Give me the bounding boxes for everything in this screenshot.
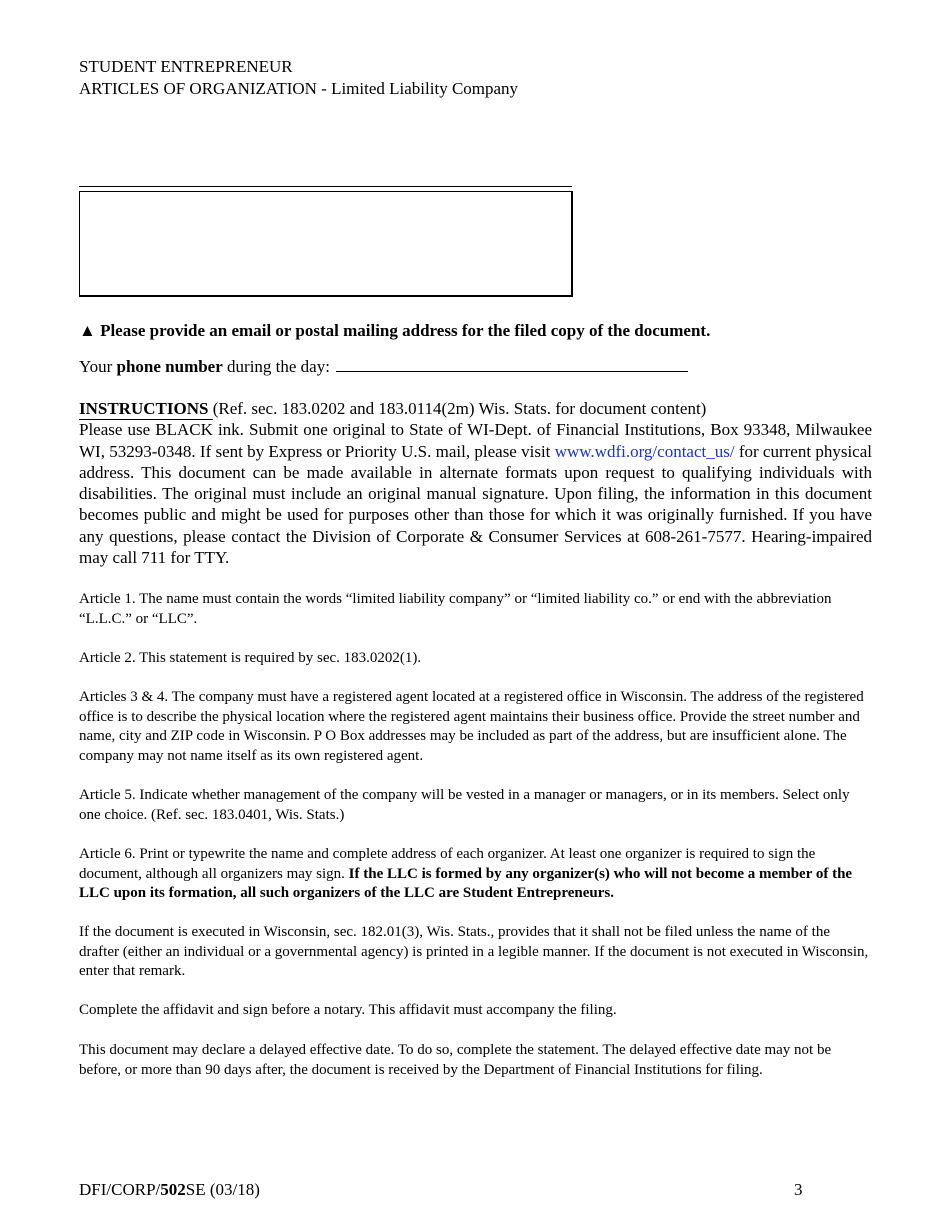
article-6-bold: If the LLC is formed by any organizer(s) who will not become a member of the LLC upon its formation, all such organizers of the LLC are Student Entrepreneurs. [79,865,853,901]
instructions-title: INSTRUCTIONS [79,399,209,418]
mailing-address-box[interactable] [79,191,573,297]
page-number: 3 [794,1180,803,1199]
article-6-plain: Article 6. Print or typewrite the name and complete address of each organizer. At least one organizer is required to sign the document, although all organizers may sign. [79,846,816,882]
instructions-ref: (Ref. sec. 183.0202 and 183.0114(2m) Wis. Stats. for document content) [208,399,707,418]
phone-number-row [79,356,688,378]
article-2-instructions: Article 2. This statement is required by sec. 183.0202(1). [79,650,422,666]
address-box-rule [79,186,572,187]
phone-number-field[interactable] [336,357,688,372]
contact-us-link[interactable]: www.wdfi.org/contact_us/ [554,441,735,461]
black-ink-note: Please use BLACK [79,420,213,440]
article-6-instructions [79,845,872,904]
article-1-instructions: Article 1. The name must contain the words “limited liability company” or “limited liability co.” or end with the abbreviation “L.L.C.” or “LLC”. [79,591,832,627]
form-number-prefix: DFI/CORP/ [79,1180,161,1199]
article-3-4-instructions: Articles 3 & 4. The company must have a registered agent located at a registered office in Wisconsin. The address of the registered office is to describe the physical location where the registered agent maintains their business office. Provide the street number and name, city and ZIP code in Wisconsin. P O Box addresses may be included as part of the address, but are insufficient alone. The company may not name itself as its own registered agent. [79,689,864,764]
header-line-2: ARTICLES OF ORGANIZATION - Limited Liability Company [79,79,519,98]
instructions-block [79,398,872,568]
document-header [79,56,518,100]
affidavit-instructions: Complete the affidavit and sign before a notary. This affidavit must accompany the filing. [79,1002,617,1018]
article-5-instructions: Article 5. Indicate whether management of the company will be vested in a manager or managers, or in its members. Select only one choice. (Ref. sec. 183.0401, Wis. Stats.) [79,787,850,823]
drafter-instructions: If the document is executed in Wisconsin, sec. 182.01(3), Wis. Stats., provides that it shall not be filed unless the name of the drafter (either an individual or a governmental agency) is printed in a legible manner. If the document is not executed in Wisconsin, enter that remark. [79,924,869,979]
instructions-text-2: for current physical address. This document can be made available in alternate formats upon request to qualifying individuals with disabilities. The original must include an original manual signature. Upon filing, the information in this document becomes public and might be used for purposes other than those for which it was originally furnished. If you have any questions, please contact the Division of Corporate & Consumer Services at 608-261-7577. Hearing-impaired may call 711 for TTY. [79,441,872,568]
form-number-suffix: SE (03/18) [185,1180,260,1199]
mailing-address-notice: ▲ Please provide an email or postal mailing address for the filed copy of the document. [79,321,711,340]
phone-label-bold: phone number [116,357,223,376]
delayed-date-instructions: This document may declare a delayed effective date. To do so, complete the statement. The delayed effective date may not be before, or more than 90 days after, the document is received by the Department of Financial Institutions for filing. [79,1042,832,1078]
header-line-1: STUDENT ENTREPRENEUR [79,57,293,76]
phone-suffix: during the day: [222,357,330,376]
phone-prefix: Your [79,357,117,376]
instructions-text-1: ink. Submit one original to State of WI-Dept. of Financial Institutions, Box 93348, Milwaukee WI, 53293-0348. If sent by Express or Priority U.S. mail, please visit [79,420,872,461]
form-number-bold: 502 [160,1180,186,1199]
form-number [79,1179,260,1201]
